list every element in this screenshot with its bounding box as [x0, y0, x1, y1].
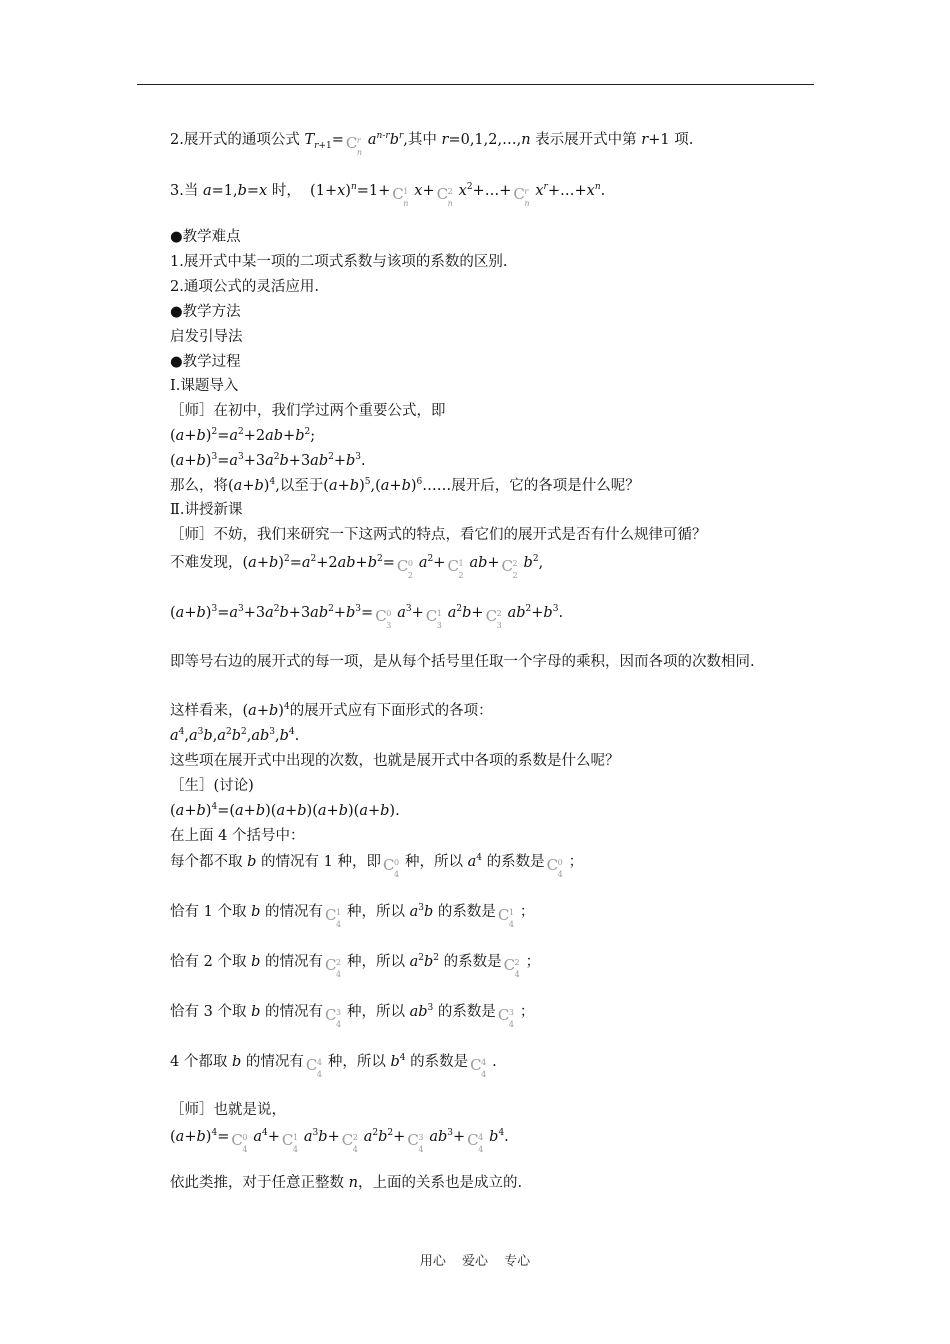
- footer-word: 专心: [504, 1254, 531, 1269]
- formula-square-binomial: 不难发现，$(a+b)^2=a^2+2ab+b^2=$ C 0 2 $a^2+$ C 1 2 ab+ C 2 2 $b^2$,: [170, 554, 544, 580]
- case-3: 恰有 3 个取 b 的情况有 C 3 4 种，所以 $ab^3$ 的系数是 C 3 4 ；: [170, 1003, 535, 1029]
- footer-word: 用心: [419, 1254, 446, 1269]
- teacher-line-3: ［师］也就是说，: [170, 1102, 286, 1118]
- teacher-line-1: ［师］在初中，我们学过两个重要公式，即: [170, 403, 446, 419]
- binomial-coefficient: C r n: [345, 134, 363, 157]
- conclusion-line: 依此类推，对于任意正整数 n，上面的关系也是成立的.: [170, 1175, 523, 1191]
- formula-cube-binomial: $(a+b)^3=a^3+3a^2b+3ab^2+b^3=$ C 0 3 $a^3+$ C 1 3 $a^2b+$ C 2 3 $ab^2+b^3$.: [170, 604, 564, 630]
- formula-fourth-binomial: $(a+b)^4=$ C 0 4 $a^4+$ C 1 4 $a^3b+$ C 2 4 $a^2b^2+$ C 3 4 $ab^3+$ C 4 4 $b^4$.: [170, 1128, 509, 1154]
- page-footer: [0, 1250, 950, 1269]
- product-line: $(a+b)^4=(a+b)(a+b)(a+b)(a+b)$.: [170, 802, 400, 819]
- section-intro: Ⅰ.课题导入: [170, 378, 239, 394]
- observation-paragraph: 即等号右边的展开式的每一项，是从每个括号里任取一个字母的乘积，因而各项的次数相同.: [170, 654, 755, 670]
- method-text: 启发引导法: [170, 329, 243, 345]
- line-special-case: 3.当 a=1,b=x 时， $(1+x)^n=1+$ C 1 n x+ C 2 n $x^2+\dots+$ C r n $x^r+\dots+x^n$.: [170, 182, 606, 208]
- heading-difficulty: ●教学难点: [170, 229, 241, 245]
- case-4: 4 个都取 b 的情况有 C 4 4 种，所以 $b^4$ 的系数是 C 4 4 .: [170, 1053, 497, 1079]
- heading-method: ●教学方法: [170, 304, 241, 320]
- line-general-term: 2.展开式的通项公式 $T_{r+1}=$ C r n $a^{n-r}b^r$,其中 r=0,1,2,…,n 表示展开式中第 r+1 项.: [170, 131, 694, 157]
- formula-square: $(a+b)^2=a^2+2ab+b^2$;: [170, 427, 316, 444]
- case-2: 恰有 2 个取 b 的情况有 C 2 4 种，所以 $a^2b^2$ 的系数是 C 2 4 ；: [170, 953, 541, 979]
- formula-cube: $(a+b)^3=a^3+3a^2b+3ab^2+b^3$.: [170, 452, 366, 469]
- case-0: 每个都不取 b 的情况有 1 种，即 C 0 4 种，所以 $a^4$ 的系数是 C 0 4 ；: [170, 853, 584, 879]
- header-rule: [137, 84, 814, 85]
- teacher-line-2: ［师］不妨，我们来研究一下这两式的特点，看它们的展开式是否有什么规律可循？: [170, 527, 707, 543]
- difficulty-1: 1.展开式中某一项的二项式系数与该项的系数的区别.: [170, 254, 508, 270]
- student-line: ［生］(讨论): [170, 778, 254, 794]
- footer-word: 爱心: [461, 1254, 488, 1269]
- case-1: 恰有 1 个取 b 的情况有 C 1 4 种，所以 $a^3b$ 的系数是 C 1 4 ；: [170, 903, 535, 929]
- ask-line: 这些项在展开式中出现的次数，也就是展开式中各项的系数是什么呢？: [170, 753, 620, 769]
- section-new: Ⅱ.讲授新课: [170, 502, 243, 518]
- look-line: 这样看来，$(a+b)^4$的展开式应有下面形式的各项：: [170, 702, 493, 719]
- difficulty-2: 2.通项公式的灵活应用.: [170, 279, 319, 295]
- terms-line: $a^4,a^3b,a^2b^2,ab^3,b^4$.: [170, 727, 300, 744]
- heading-process: ●教学过程: [170, 354, 241, 370]
- in-four-line: 在上面 4 个括号中：: [170, 828, 305, 844]
- question-line: 那么，将$(a+b)^4$,以至于$(a+b)^5,(a+b)^6\dots\dots$展开后，它的各项是什么呢？: [170, 477, 640, 494]
